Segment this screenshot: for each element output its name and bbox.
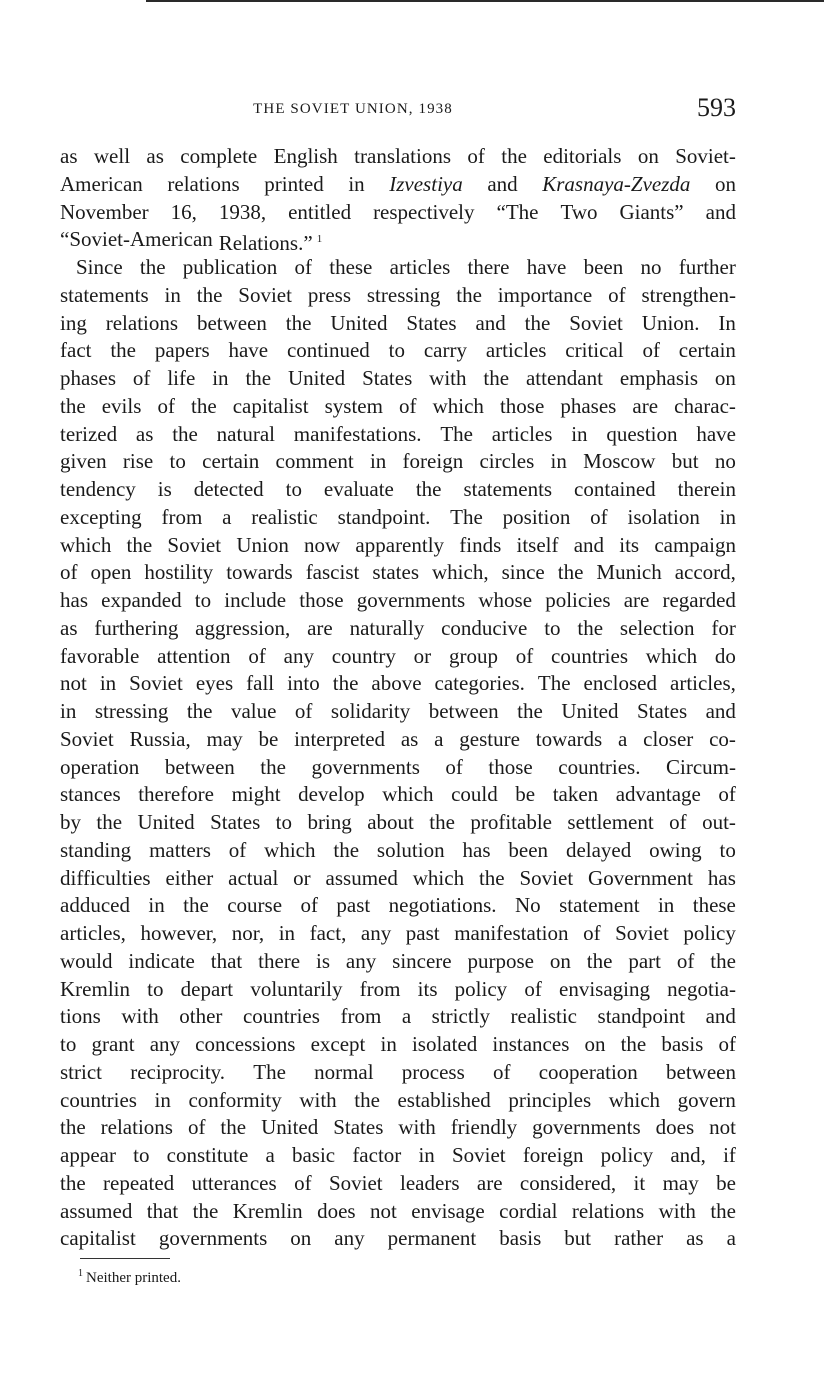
text-line: Soviet Russia, may be interpreted as a gesture towards a closer co- xyxy=(60,726,736,751)
text-line: American relations printed in Izvestiya and Krasnaya-Zvezda on xyxy=(60,171,736,196)
text-line: excepting from a realistic standpoint. The position of isolation in xyxy=(60,504,736,529)
text-line: appear to constitute a basic factor in Soviet foreign policy and, if xyxy=(60,1143,736,1167)
text-line: as well as complete English translations of the editorials on Soviet- xyxy=(60,144,736,168)
text-line: difficulties either actual or assumed which the Soviet Government has xyxy=(60,865,736,890)
text-line: countries in conformity with the established principles which govern xyxy=(60,1087,736,1112)
text-line: fact the papers have continued to carry articles critical of certain xyxy=(60,338,736,363)
top-edge-rule xyxy=(146,0,824,2)
footnote xyxy=(78,1268,181,1287)
text-line: by the United States to bring about the profitable settlement of out- xyxy=(60,810,736,834)
body-text xyxy=(60,143,736,1253)
footnote-marker: 1 xyxy=(78,1268,83,1279)
text-line: statements in the Soviet press stressing the importance of strengthen- xyxy=(60,282,736,307)
text-line: Kremlin to depart voluntarily from its policy of envisaging negotia- xyxy=(60,976,736,1001)
text-line: tions with other countries from a strictly realistic standpoint and xyxy=(60,1004,736,1029)
footnote-reference: 1 xyxy=(316,233,323,246)
text-line: in stressing the value of solidarity between the United States and xyxy=(60,699,736,723)
text-line: would indicate that there is any sincere purpose on the part of the xyxy=(60,948,736,973)
footnote-rule xyxy=(80,1258,170,1259)
text-line: the relations of the United States with friendly governments does not xyxy=(60,1115,736,1140)
running-head xyxy=(60,93,736,123)
text-line: given rise to certain comment in foreign circles in Moscow but no xyxy=(60,449,736,474)
text-line: ing relations between the United States and the Soviet Union. In xyxy=(60,310,736,335)
footnote-text: Neither printed. xyxy=(86,1270,181,1286)
text-line: the evils of the capitalist system of which those phases are charac- xyxy=(60,393,736,418)
text-line: operation between the governments of those countries. Circum- xyxy=(60,754,736,779)
text-line: assumed that the Kremlin does not envisage cordial relations with the xyxy=(60,1198,736,1223)
text-line: adduced in the course of past negotiations. No statement in these xyxy=(60,893,736,918)
text-line: as furthering aggression, are naturally conducive to the selection for xyxy=(60,615,736,640)
text-line: capitalist governments on any permanent basis but rather as a xyxy=(60,1226,736,1251)
text-line: November 16, 1938, entitled respectively “The Two Giants” and xyxy=(60,199,736,224)
text-line: not in Soviet eyes fall into the above categories. The enclosed articles, xyxy=(60,671,736,696)
text-line: articles, however, nor, in fact, any past manifestation of Soviet policy xyxy=(60,921,736,945)
text-line: the repeated utterances of Soviet leaders are considered, it may be xyxy=(60,1170,736,1195)
text-line: of open hostility towards fascist states which, since the Munich accord, xyxy=(60,560,736,585)
text-line: which the Soviet Union now apparently finds itself and its campaign xyxy=(60,532,736,557)
text-line: favorable attention of any country or group of countries which do xyxy=(60,643,736,668)
page-number: 593 xyxy=(697,93,736,122)
text-line: standing matters of which the solution has been delayed owing to xyxy=(60,837,736,862)
text-line: phases of life in the United States with the attendant emphasis on xyxy=(60,366,736,390)
text-line: Since the publication of these articles there have been no further xyxy=(76,255,736,279)
text-line: has expanded to include those governments whose policies are regarded xyxy=(60,588,736,612)
text-line: to grant any concessions except in isolated instances on the basis of xyxy=(60,1032,736,1056)
text-line: strict reciprocity. The normal process of cooperation between xyxy=(60,1059,736,1084)
text-line: “Soviet-American Relations.” $^1$ xyxy=(60,227,323,256)
text-line: tendency is detected to evaluate the statements contained therein xyxy=(60,477,736,501)
text-line: stances therefore might develop which could be taken advantage of xyxy=(60,782,736,807)
running-title: THE SOVIET UNION, 1938 xyxy=(253,101,453,117)
text-line: terized as the natural manifestations. The articles in question have xyxy=(60,421,736,446)
